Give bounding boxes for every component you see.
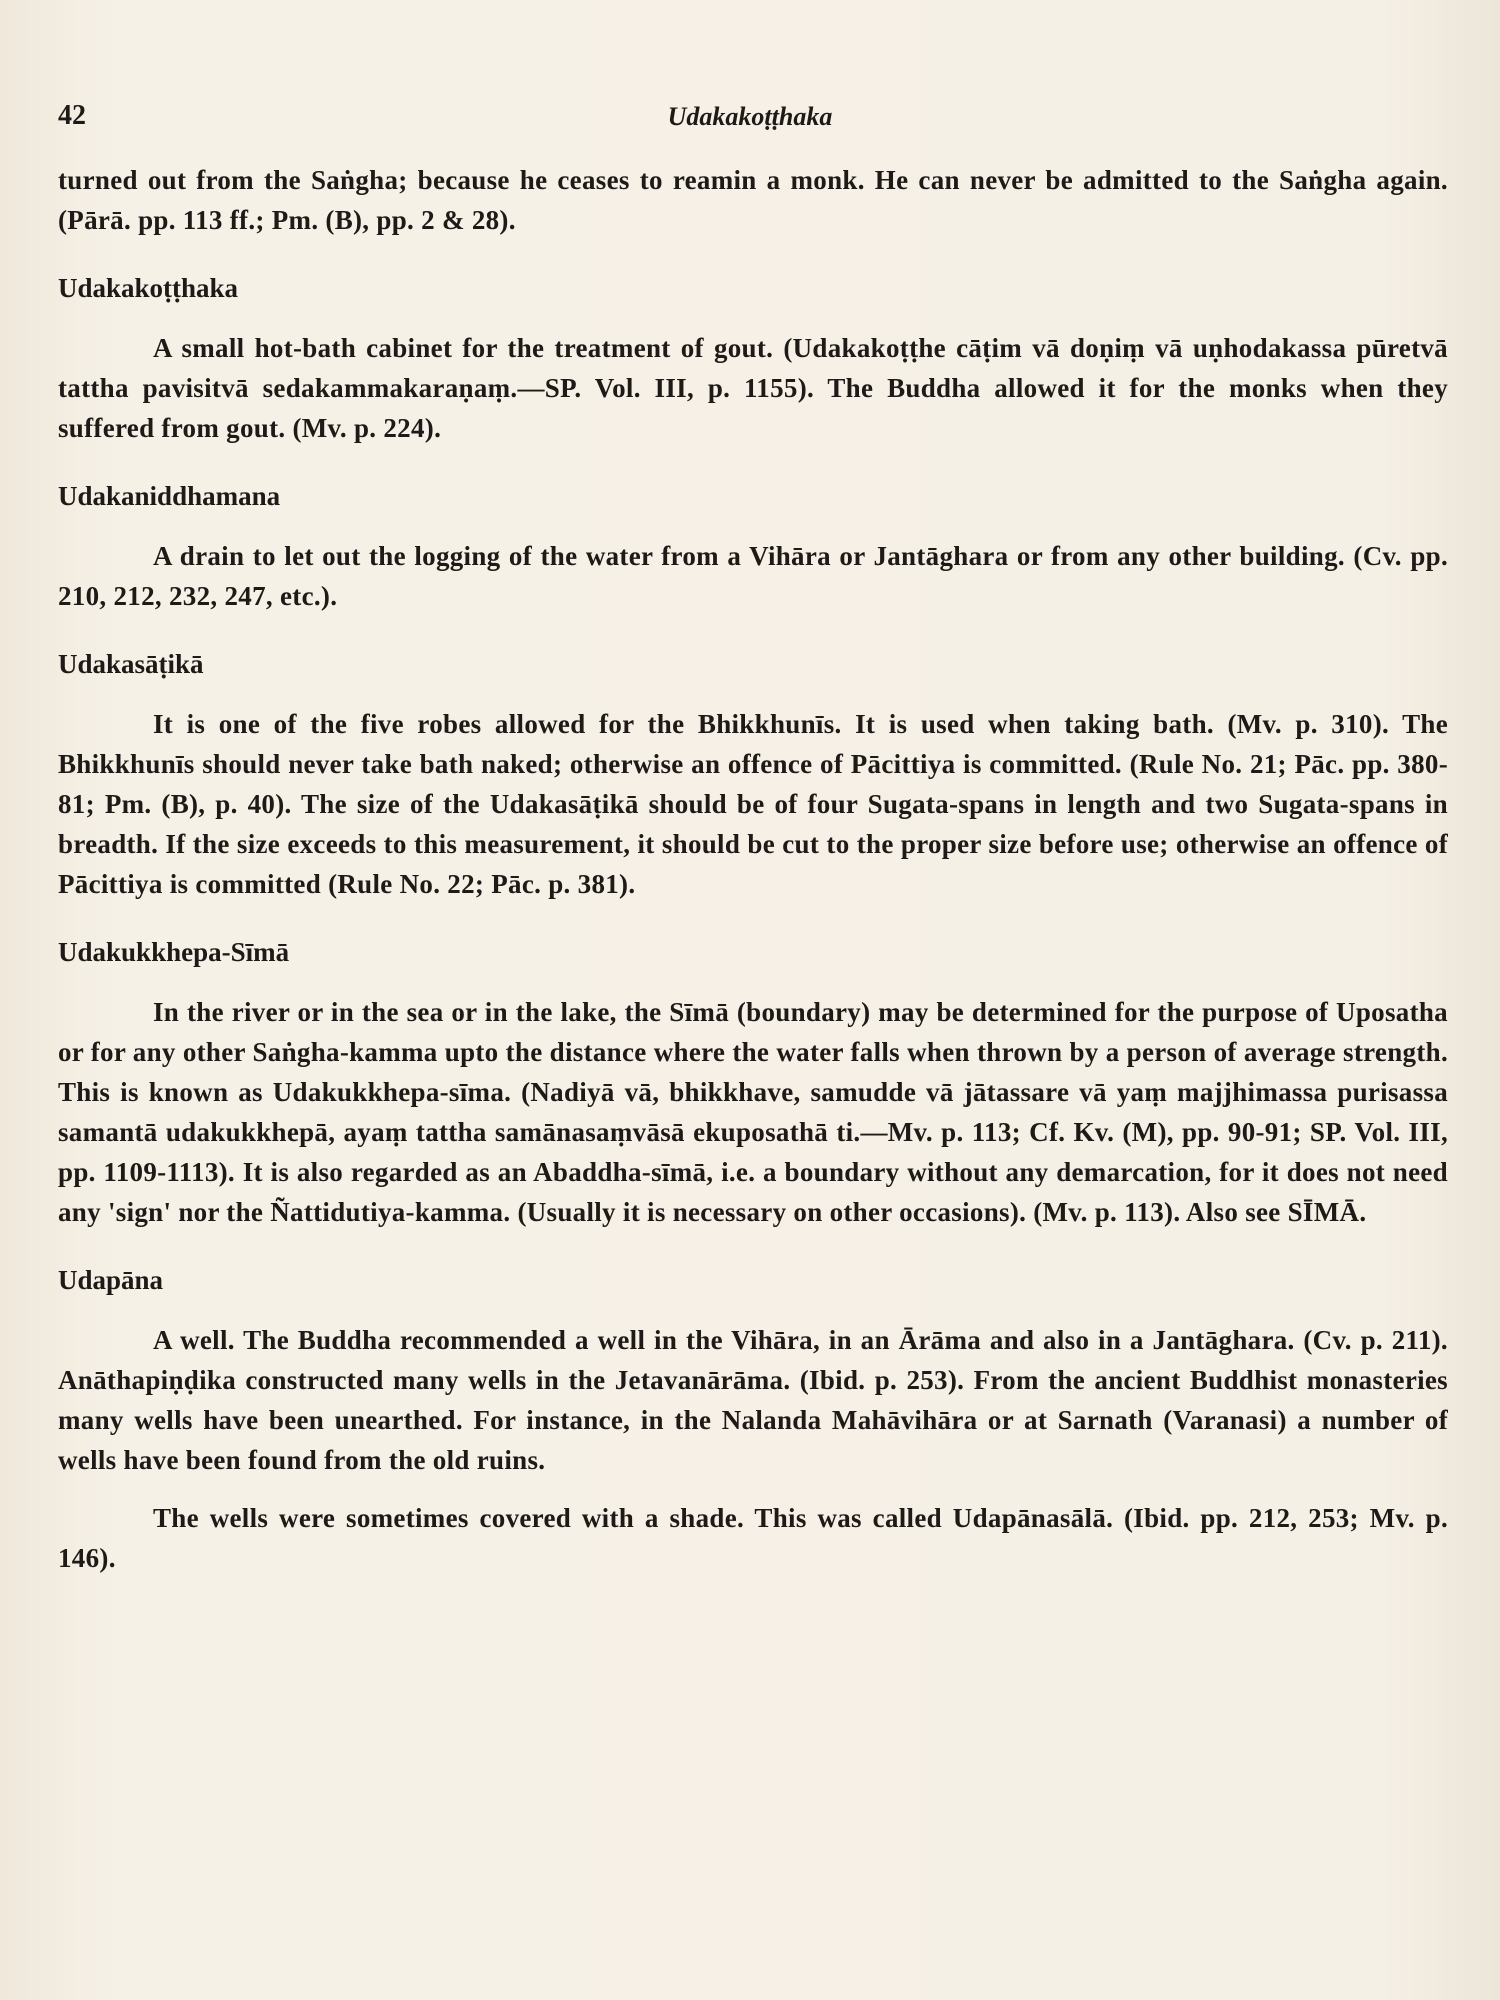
entry-paragraph: It is one of the five robes allowed for the Bhikkhunīs. It is used when taking bath. (Mv. p. 310). The Bhikkhunīs should never take bath naked; otherwise an offence of Pācittiya is committed. (Rule No. 21; Pāc. pp. 380-81; Pm. (B), p. 40). The size of the Udakasāṭikā should be of four Sugata-spans in length and two Sugata-spans in breadth. If the size exceeds to this measurement, it should be cut to the proper size before use; otherwise an offence of Pācittiya is committed (Rule No. 22; Pāc. p. 381). — [58, 709, 1448, 899]
entry-headword: Udapāna — [58, 1265, 164, 1295]
intro-paragraph: turned out from the Saṅgha; because he ceases to reamin a monk. He can never be admitted to the Saṅgha again. (Pārā. pp. 113 ff.; Pm. (B), pp. 2 & 28). — [58, 165, 1448, 235]
entry-headword: Udakasāṭikā — [58, 649, 204, 679]
running-title: Udakakoṭṭhaka — [667, 102, 833, 131]
entry-paragraph: The wells were sometimes covered with a shade. This was called Udapānasālā. (Ibid. pp. 212, 253; Mv. p. 146). — [58, 1503, 1448, 1573]
page-content — [58, 160, 1448, 1596]
entry-paragraph: In the river or in the sea or in the lake, the Sīmā (boundary) may be determined for the purpose of Uposatha or for any other Saṅgha-kamma upto the distance where the water falls when thrown by a person of average strength. This is known as Udakukkhepa-sīma. (Nadiyā vā, bhikkhave, samudde vā jātassare vā yaṃ majjhimassa purisassa samantā udakukkhepā, ayaṃ tattha samānasaṃvāsā ekuposathā ti.—Mv. p. 113; Cf. Kv. (M), pp. 90-91; SP. Vol. III, pp. 1109-1113). It is also regarded as an Abaddha-sīmā, i.e. a boundary without any demarcation, for it does not need any 'sign' nor the Ñattidutiya-kamma. (Usually it is necessary on other occasions). (Mv. p. 113). Also see SĪMĀ. — [58, 997, 1448, 1227]
page-header — [58, 100, 1442, 140]
entry-paragraph: A well. The Buddha recommended a well in the Vihāra, in an Ārāma and also in a Jantāghara. (Cv. p. 211). Anāthapiṇḍika constructed many wells in the Jetavanārāma. (Ibid. p. 253). From the ancient Buddhist monasteries many wells have been unearthed. For instance, in the Nalanda Mahāvihāra or at Sarnath (Varanasi) a number of wells have been found from the old ruins. — [58, 1325, 1448, 1475]
entry-headword: Udakaniddhamana — [58, 481, 281, 511]
entry-headword: Udakukkhepa-Sīmā — [58, 937, 290, 967]
page-number: 42 — [58, 100, 86, 131]
entry-paragraph: A drain to let out the logging of the water from a Vihāra or Jantāghara or from any other building. (Cv. pp. 210, 212, 232, 247, etc.). — [58, 541, 1448, 611]
entry-paragraph: A small hot-bath cabinet for the treatment of gout. (Udakakoṭṭhe cāṭim vā doṇiṃ vā uṇhodakassa pūretvā tattha pavisitvā sedakammakaraṇaṃ.—SP. Vol. III, p. 1155). The Buddha allowed it for the monks when they suffered from gout. (Mv. p. 224). — [58, 333, 1448, 443]
entry-headword: Udakakoṭṭhaka — [58, 273, 239, 303]
